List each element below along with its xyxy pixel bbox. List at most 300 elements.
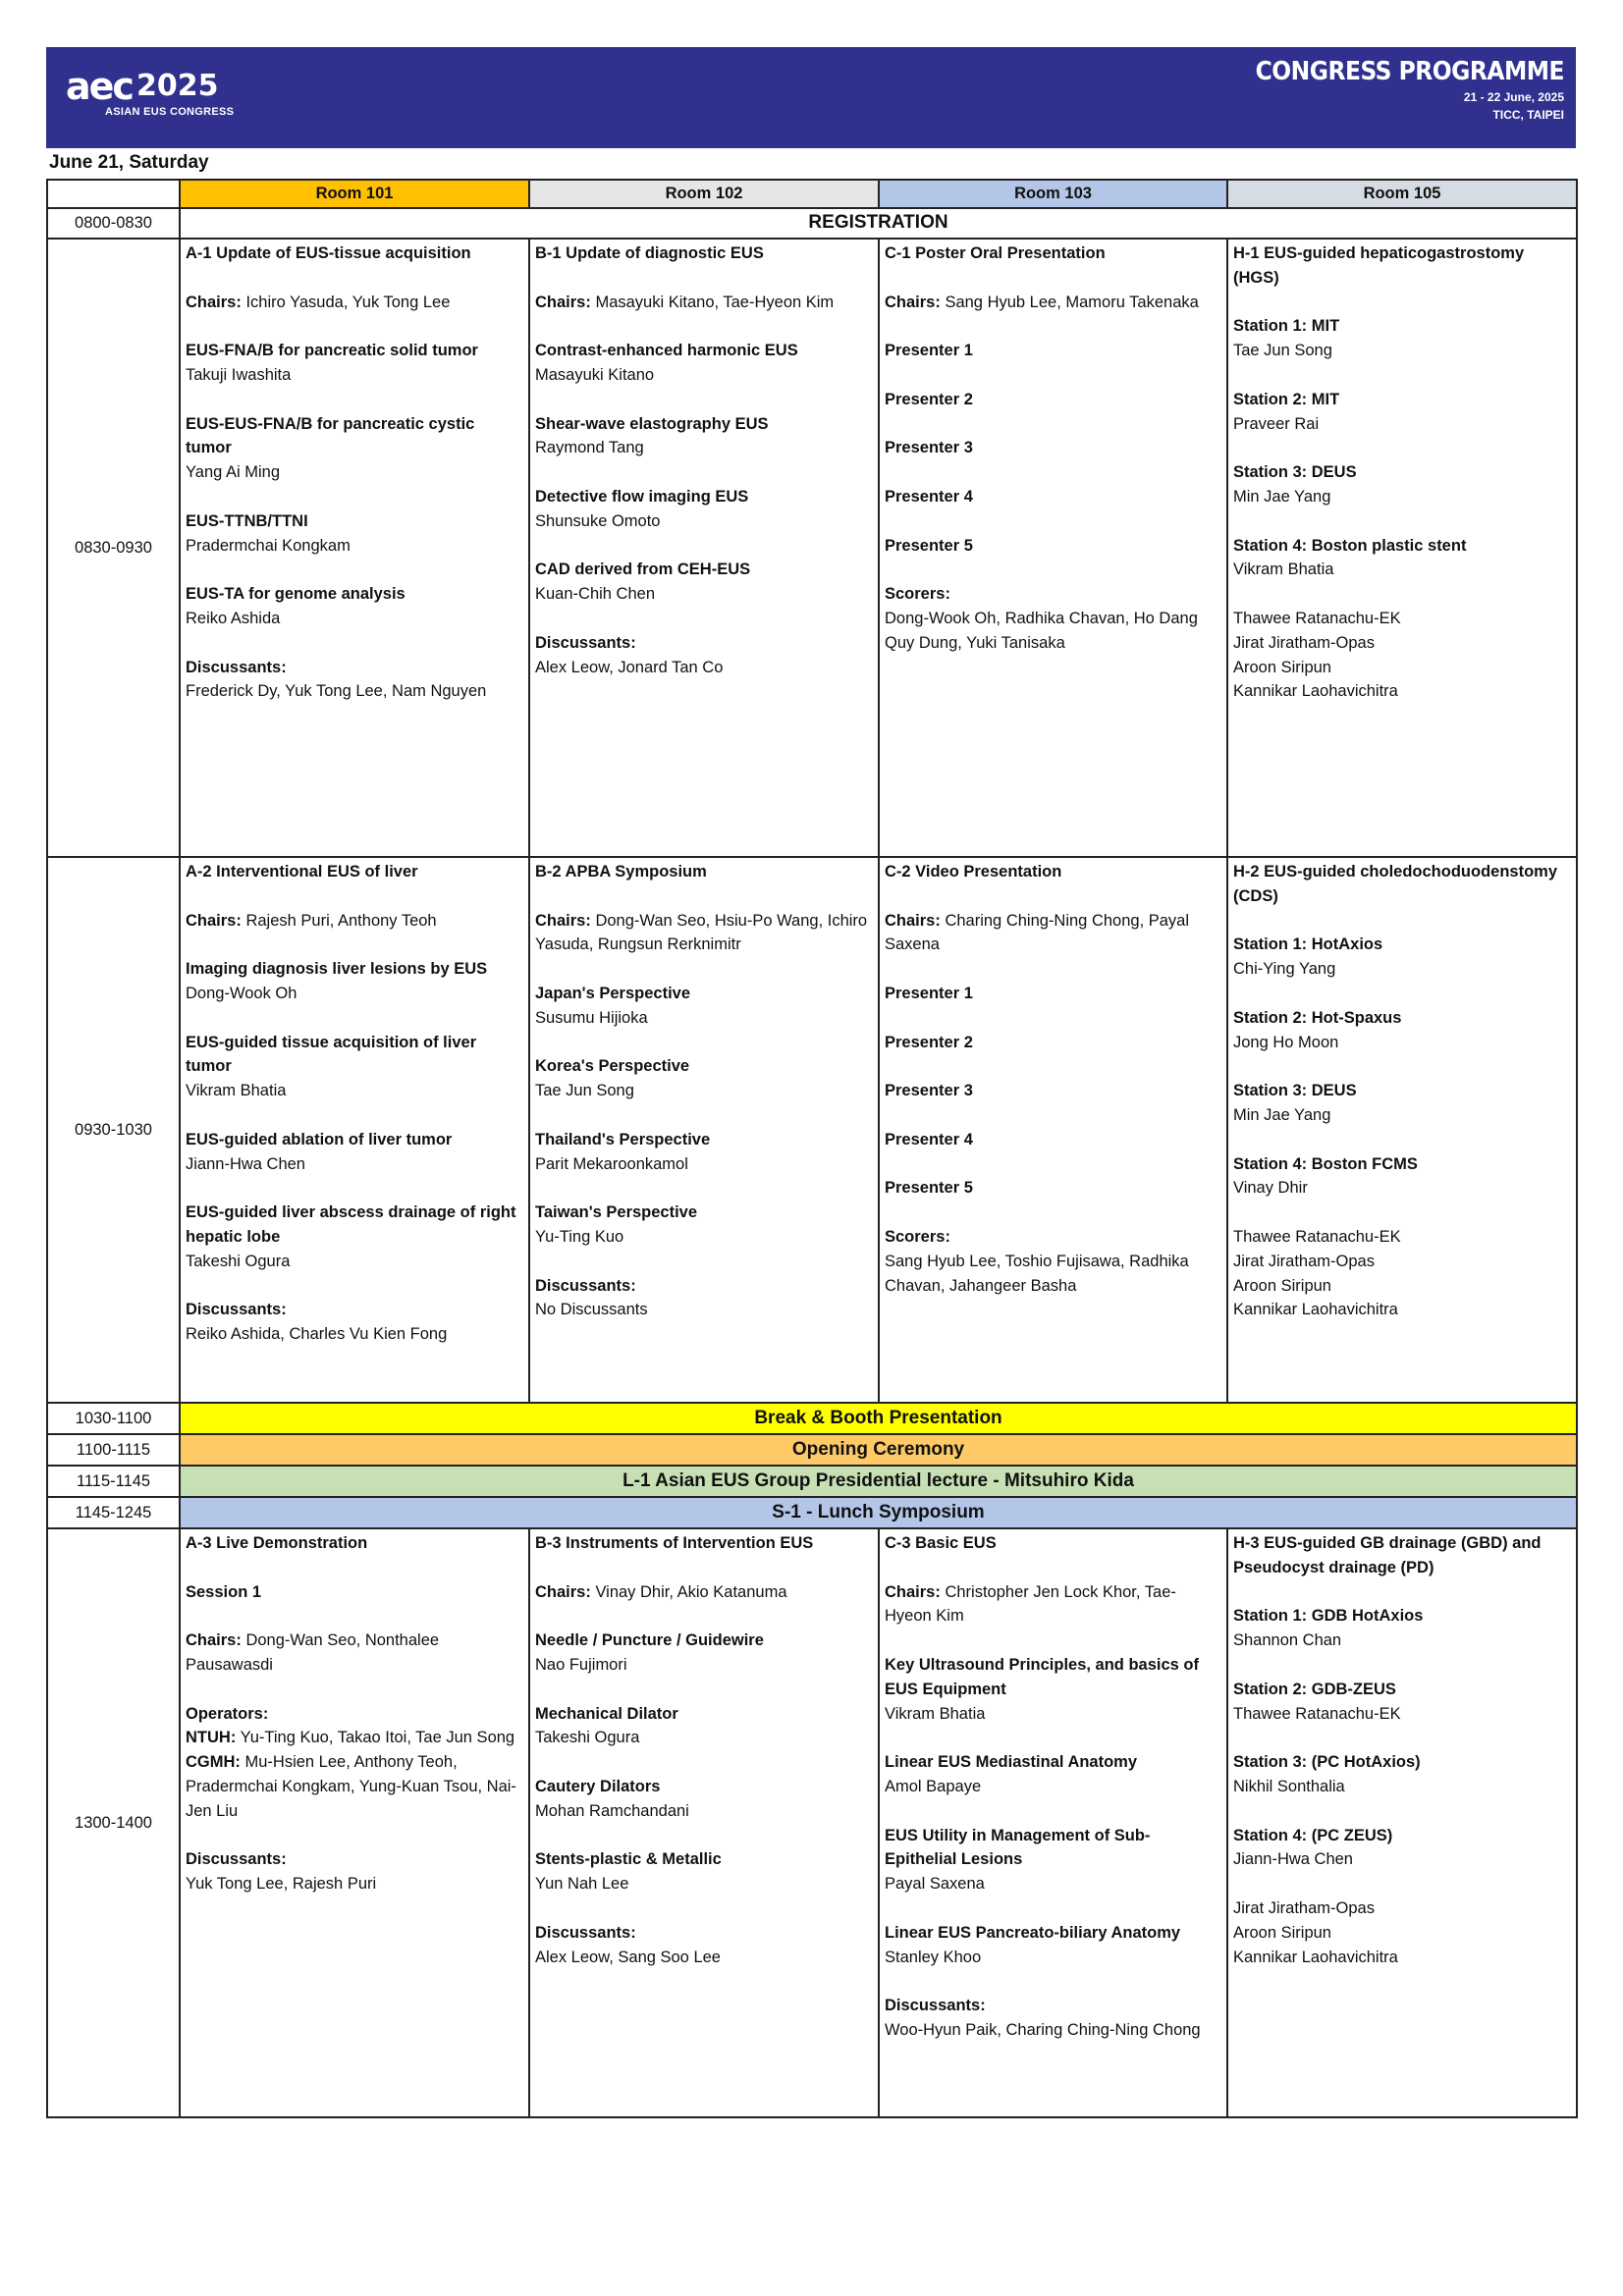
heading-text: Session 1 xyxy=(186,1582,262,1601)
time-cell: 1115-1145 xyxy=(47,1466,180,1497)
spacer xyxy=(535,1750,873,1775)
spacer xyxy=(535,314,873,339)
session-heading xyxy=(885,1225,1221,1250)
speaker-line: Masayuki Kitano xyxy=(535,365,655,384)
labeled-line xyxy=(885,291,1221,315)
labeled-line xyxy=(186,1629,523,1678)
spacer xyxy=(535,607,873,631)
speaker-line: Mohan Ramchandani xyxy=(535,1801,689,1820)
line-label: Chairs: xyxy=(535,911,591,930)
session-cell xyxy=(1227,239,1577,857)
speaker-line: Tae Jun Song xyxy=(1233,342,1332,360)
session-cell xyxy=(879,239,1227,857)
heading-text: EUS-guided tissue acquisition of liver tumor xyxy=(186,1033,477,1076)
line-text: Christopher Jen Lock Khor, Tae-Hyeon Kim xyxy=(885,1582,1176,1626)
speaker-line: Dong-Wook Oh, Radhika Chavan, Ho Dang Quy Dung, Yuki Tanisaka xyxy=(885,609,1198,652)
line-label: Chairs: xyxy=(535,1582,591,1601)
session-cell xyxy=(879,857,1227,1403)
speaker-line: Aroon Siripun xyxy=(1233,1276,1331,1295)
session-heading xyxy=(535,982,873,1006)
spacer xyxy=(885,1006,1221,1031)
heading-text: C-1 Poster Oral Presentation xyxy=(885,244,1106,262)
spacer xyxy=(535,534,873,559)
heading-text: Station 4: Boston plastic stent xyxy=(1233,536,1467,555)
spacer xyxy=(885,1726,1221,1750)
session-heading xyxy=(885,485,1221,509)
spacer xyxy=(186,1824,523,1848)
heading-text: Discussants: xyxy=(186,1850,287,1869)
session-heading xyxy=(885,1176,1221,1201)
session-heading xyxy=(885,1653,1221,1702)
heading-text: Presenter 2 xyxy=(885,1033,973,1051)
speaker-line: Jirat Jiratham-Opas xyxy=(1233,1898,1375,1917)
heading-text: Station 1: GDB HotAxios xyxy=(1233,1607,1424,1626)
session-heading xyxy=(1233,1824,1571,1848)
session-heading xyxy=(885,1531,1221,1556)
speaker-line: Raymond Tang xyxy=(535,439,644,457)
spacer xyxy=(186,485,523,509)
session-heading xyxy=(1233,241,1571,291)
opening-row xyxy=(47,1434,1577,1466)
spacer xyxy=(186,1006,523,1031)
speaker-line: Woo-Hyun Paik, Charing Ching-Ning Chong xyxy=(885,2020,1201,2039)
spacer xyxy=(885,1969,1221,1994)
heading-text: Cautery Dilators xyxy=(535,1777,661,1795)
heading-text: Shear-wave elastography EUS xyxy=(535,414,769,433)
session-cell xyxy=(180,857,529,1403)
spacer xyxy=(535,1556,873,1580)
heading-text: Station 4: Boston FCMS xyxy=(1233,1154,1418,1173)
spacer xyxy=(535,1678,873,1702)
labeled-line xyxy=(535,291,873,315)
speaker-line: Alex Leow, Sang Soo Lee xyxy=(535,1948,721,1966)
spacer xyxy=(535,1824,873,1848)
heading-text: Station 1: MIT xyxy=(1233,317,1340,336)
heading-text: EUS-EUS-FNA/B for pancreatic cystic tumor xyxy=(186,414,475,457)
session-heading xyxy=(186,1031,523,1080)
line-text: Mu-Hsien Lee, Anthony Teoh, Pradermchai Kongkam, Yung-Kuan Tsou, Nai-Jen Liu xyxy=(186,1753,516,1820)
heading-text: Presenter 4 xyxy=(885,1130,973,1148)
labeled-line xyxy=(885,909,1221,958)
line-label: Chairs: xyxy=(186,911,242,930)
session-heading xyxy=(885,1994,1221,2018)
heading-text: Scorers: xyxy=(885,585,950,604)
speaker-line: Min Jae Yang xyxy=(1233,1105,1331,1124)
line-label: Chairs: xyxy=(186,293,242,311)
session-heading xyxy=(535,339,873,363)
session-heading xyxy=(535,860,873,884)
time-cell: 1300-1400 xyxy=(47,1528,180,2117)
heading-text: Discussants: xyxy=(186,658,287,676)
heading-text: A-2 Interventional EUS of liver xyxy=(186,863,418,881)
spacer xyxy=(186,631,523,656)
speaker-line: Takeshi Ogura xyxy=(186,1252,291,1270)
session-cell xyxy=(1227,1528,1577,2117)
session-heading xyxy=(535,1128,873,1152)
spacer xyxy=(1233,1054,1571,1079)
session-cell xyxy=(529,857,879,1403)
speaker-line: Min Jae Yang xyxy=(1233,487,1331,506)
heading-text: Key Ultrasound Principles, and basics of EUS Equipment xyxy=(885,1655,1200,1698)
heading-text: Presenter 5 xyxy=(885,1179,973,1198)
spacer xyxy=(1233,436,1571,460)
session-heading xyxy=(535,1847,873,1872)
spacer xyxy=(186,1274,523,1299)
session-heading xyxy=(186,1298,523,1322)
line-text: Masayuki Kitano, Tae-Hyeon Kim xyxy=(595,293,835,311)
speaker-line: Aroon Siripun xyxy=(1233,1923,1331,1942)
time-cell: 0930-1030 xyxy=(47,857,180,1403)
session-heading xyxy=(885,982,1221,1006)
session-row xyxy=(47,1528,1577,2117)
session-heading xyxy=(535,1921,873,1946)
spacer xyxy=(186,1103,523,1128)
line-text: Sang Hyub Lee, Mamoru Takenaka xyxy=(945,293,1199,311)
heading-text: EUS-TA for genome analysis xyxy=(186,585,406,604)
session-heading xyxy=(885,436,1221,460)
heading-text: EUS-FNA/B for pancreatic solid tumor xyxy=(186,342,478,360)
heading-text: Station 1: HotAxios xyxy=(1233,935,1383,954)
speaker-line: Alex Leow, Jonard Tan Co xyxy=(535,658,724,676)
session-row xyxy=(47,857,1577,1403)
speaker-line: Frederick Dy, Yuk Tong Lee, Nam Nguyen xyxy=(186,682,487,701)
session-heading xyxy=(885,1079,1221,1103)
heading-text: EUS Utility in Management of Sub-Epithelial Lesions xyxy=(885,1826,1151,1869)
session-heading xyxy=(535,1274,873,1299)
spacer xyxy=(1233,1201,1571,1225)
speaker-line: Vikram Bhatia xyxy=(186,1082,287,1100)
line-label: NTUH: xyxy=(186,1729,237,1747)
speaker-line: Kuan-Chih Chen xyxy=(535,585,655,604)
spacer xyxy=(535,957,873,982)
speaker-line: Reiko Ashida xyxy=(186,609,281,627)
heading-text: B-3 Instruments of Intervention EUS xyxy=(535,1534,814,1552)
heading-text: Discussants: xyxy=(535,633,636,652)
labeled-line xyxy=(186,1750,523,1823)
speaker-line: Yu-Ting Kuo xyxy=(535,1227,624,1246)
line-label: Chairs: xyxy=(885,293,941,311)
break-row xyxy=(47,1403,1577,1434)
session-heading xyxy=(1233,388,1571,412)
room-header-row xyxy=(47,180,1577,208)
line-text: Dong-Wan Seo, Nonthalee Pausawasdi xyxy=(186,1631,440,1674)
spacer xyxy=(1233,582,1571,607)
line-text: Vinay Dhir, Akio Katanuma xyxy=(595,1582,787,1601)
spacer xyxy=(885,1152,1221,1177)
heading-text: Imaging diagnosis liver lesions by EUS xyxy=(186,960,488,979)
spacer xyxy=(885,1201,1221,1225)
session-heading xyxy=(1233,1604,1571,1629)
session-heading xyxy=(535,241,873,266)
spacer xyxy=(535,1896,873,1921)
session-heading xyxy=(1233,1152,1571,1177)
heading-text: EUS-guided liver abscess drainage of right hepatic lobe xyxy=(186,1203,516,1246)
spacer xyxy=(885,558,1221,582)
heading-text: CAD derived from CEH-EUS xyxy=(535,561,751,579)
spacer xyxy=(535,1031,873,1055)
session-heading xyxy=(535,1054,873,1079)
spacer xyxy=(1233,1726,1571,1750)
speaker-line: Jiann-Hwa Chen xyxy=(1233,1850,1353,1869)
heading-text: Taiwan's Perspective xyxy=(535,1203,698,1222)
spacer xyxy=(885,363,1221,388)
spacer xyxy=(535,1103,873,1128)
session-heading xyxy=(186,1580,523,1605)
spacer xyxy=(1233,291,1571,315)
spacer xyxy=(885,509,1221,534)
speaker-line: Kannikar Laohavichitra xyxy=(1233,1301,1398,1319)
heading-text: Station 2: Hot-Spaxus xyxy=(1233,1008,1402,1027)
heading-text: Linear EUS Pancreato-biliary Anatomy xyxy=(885,1923,1181,1942)
spacer xyxy=(186,266,523,291)
heading-text: Presenter 5 xyxy=(885,536,973,555)
labeled-line xyxy=(535,1580,873,1605)
spacer xyxy=(1233,1653,1571,1678)
spacer xyxy=(885,1054,1221,1079)
speaker-line: Yun Nah Lee xyxy=(535,1875,629,1894)
heading-text: A-1 Update of EUS-tissue acquisition xyxy=(186,244,471,262)
heading-text: Station 2: GDB-ZEUS xyxy=(1233,1680,1396,1698)
heading-text: Presenter 2 xyxy=(885,390,973,408)
session-cell xyxy=(180,1528,529,2117)
session-heading xyxy=(535,558,873,582)
session-heading xyxy=(885,1921,1221,1946)
heading-text: Presenter 1 xyxy=(885,342,973,360)
day-title: June 21, Saturday xyxy=(49,152,209,173)
spacer xyxy=(885,1556,1221,1580)
heading-text: Operators: xyxy=(186,1704,269,1723)
time-cell: 0830-0930 xyxy=(47,239,180,857)
labeled-line xyxy=(186,291,523,315)
speaker-line: Kannikar Laohavichitra xyxy=(1233,1948,1398,1966)
speaker-line: Amol Bapaye xyxy=(885,1777,982,1795)
session-heading xyxy=(885,388,1221,412)
line-text: Dong-Wan Seo, Hsiu-Po Wang, Ichiro Yasuda, Rungsun Rerknimitr xyxy=(535,911,868,954)
speaker-line: Jiann-Hwa Chen xyxy=(186,1154,305,1173)
heading-text: B-1 Update of diagnostic EUS xyxy=(535,244,764,262)
line-text: Rajesh Puri, Anthony Teoh xyxy=(245,911,437,930)
spacer xyxy=(885,1629,1221,1653)
spacer xyxy=(1233,909,1571,934)
time-cell: 1030-1100 xyxy=(47,1403,180,1434)
session-heading xyxy=(186,1847,523,1872)
spacer xyxy=(186,314,523,339)
lecture-row xyxy=(47,1466,1577,1497)
heading-text: Presenter 3 xyxy=(885,1082,973,1100)
heading-text: Discussants: xyxy=(535,1923,636,1942)
session-cell xyxy=(1227,857,1577,1403)
session-row xyxy=(47,239,1577,857)
session-heading xyxy=(535,485,873,509)
spacer xyxy=(885,1896,1221,1921)
speaker-line: No Discussants xyxy=(535,1301,648,1319)
spacer xyxy=(186,1556,523,1580)
schedule-table xyxy=(46,179,1578,2118)
speaker-line: Chi-Ying Yang xyxy=(1233,960,1336,979)
heading-text: Contrast-enhanced harmonic EUS xyxy=(535,342,798,360)
session-heading xyxy=(186,656,523,680)
heading-text: H-2 EUS-guided choledochoduodenstomy (CDS) xyxy=(1233,863,1558,905)
heading-text: Needle / Puncture / Guidewire xyxy=(535,1631,764,1650)
room-105-header: Room 105 xyxy=(1227,180,1577,208)
symposium-row xyxy=(47,1497,1577,1528)
session-heading xyxy=(885,534,1221,559)
spacer xyxy=(1233,509,1571,534)
heading-text: Presenter 4 xyxy=(885,487,973,506)
programme-venue: TICC, TAIPEI xyxy=(1492,108,1564,122)
session-heading xyxy=(535,1629,873,1653)
congress-logo xyxy=(66,67,234,118)
speaker-line: Kannikar Laohavichitra xyxy=(1233,682,1398,701)
heading-text: Linear EUS Mediastinal Anatomy xyxy=(885,1753,1138,1772)
symposium-label: S-1 - Lunch Symposium xyxy=(180,1497,1577,1528)
speaker-line: Yang Ai Ming xyxy=(186,463,281,482)
speaker-line: Sang Hyub Lee, Toshio Fujisawa, Radhika Chavan, Jahangeer Basha xyxy=(885,1252,1189,1295)
session-heading xyxy=(1233,534,1571,559)
session-heading xyxy=(1233,933,1571,957)
line-label: Chairs: xyxy=(885,911,941,930)
session-heading xyxy=(885,241,1221,266)
spacer xyxy=(535,460,873,485)
session-heading xyxy=(1233,1006,1571,1031)
spacer xyxy=(1233,982,1571,1006)
speaker-line: Jirat Jiratham-Opas xyxy=(1233,633,1375,652)
room-101-header: Room 101 xyxy=(180,180,529,208)
spacer xyxy=(186,884,523,909)
time-cell: 1100-1115 xyxy=(47,1434,180,1466)
line-label: CGMH: xyxy=(186,1753,241,1772)
session-heading xyxy=(186,1128,523,1152)
break-label: Break & Booth Presentation xyxy=(180,1403,1577,1434)
heading-text: Korea's Perspective xyxy=(535,1057,690,1076)
heading-text: H-1 EUS-guided hepaticogastrostomy (HGS) xyxy=(1233,244,1525,287)
heading-text: Thailand's Perspective xyxy=(535,1130,711,1148)
speaker-line: Takuji Iwashita xyxy=(186,365,292,384)
registration-row xyxy=(47,208,1577,239)
session-heading xyxy=(186,241,523,266)
heading-text: A-3 Live Demonstration xyxy=(186,1534,368,1552)
session-heading xyxy=(535,1201,873,1225)
session-heading xyxy=(186,1702,523,1727)
session-heading xyxy=(885,1031,1221,1055)
spacer xyxy=(885,266,1221,291)
spacer xyxy=(1233,1580,1571,1605)
spacer xyxy=(186,1604,523,1629)
speaker-line: Shannon Chan xyxy=(1233,1631,1342,1650)
session-heading xyxy=(1233,460,1571,485)
spacer xyxy=(885,884,1221,909)
speaker-line: Pradermchai Kongkam xyxy=(186,536,351,555)
heading-text: EUS-TTNB/TTNI xyxy=(186,511,308,530)
speaker-line: Jirat Jiratham-Opas xyxy=(1233,1252,1375,1270)
session-heading xyxy=(535,1531,873,1556)
room-103-header: Room 103 xyxy=(879,180,1227,208)
programme-title: CONGRESS PROGRAMME xyxy=(1255,57,1564,86)
session-heading xyxy=(1233,1079,1571,1103)
spacer xyxy=(885,1103,1221,1128)
labeled-line xyxy=(186,909,523,934)
spacer xyxy=(885,1799,1221,1824)
heading-text: Stents-plastic & Metallic xyxy=(535,1850,722,1869)
spacer xyxy=(535,1176,873,1201)
heading-text: Japan's Perspective xyxy=(535,984,691,1002)
speaker-line: Praveer Rai xyxy=(1233,414,1320,433)
programme-info xyxy=(1256,57,1564,122)
spacer xyxy=(186,1678,523,1702)
session-heading xyxy=(186,339,523,363)
session-heading xyxy=(535,412,873,437)
line-label: Chairs: xyxy=(885,1582,941,1601)
session-heading xyxy=(535,631,873,656)
heading-text: Station 3: (PC HotAxios) xyxy=(1233,1753,1421,1772)
speaker-line: Aroon Siripun xyxy=(1233,658,1331,676)
lecture-label: L-1 Asian EUS Group Presidential lecture - Mitsuhiro Kida xyxy=(180,1466,1577,1497)
logo-subtitle: ASIAN EUS CONGRESS xyxy=(105,106,235,118)
spacer xyxy=(885,314,1221,339)
heading-text: Station 4: (PC ZEUS) xyxy=(1233,1826,1393,1844)
speaker-line: Thawee Ratanachu-EK xyxy=(1233,609,1401,627)
spacer xyxy=(535,388,873,412)
spacer xyxy=(885,412,1221,437)
heading-text: Scorers: xyxy=(885,1227,950,1246)
line-label: Chairs: xyxy=(535,293,591,311)
spacer xyxy=(186,933,523,957)
spacer xyxy=(535,1604,873,1629)
speaker-line: Vikram Bhatia xyxy=(1233,561,1334,579)
speaker-line: Tae Jun Song xyxy=(535,1082,634,1100)
session-heading xyxy=(535,1702,873,1727)
time-cell: 0800-0830 xyxy=(47,208,180,239)
speaker-line: Parit Mekaroonkamol xyxy=(535,1154,688,1173)
session-heading xyxy=(186,509,523,534)
spacer xyxy=(186,558,523,582)
session-heading xyxy=(1233,1678,1571,1702)
session-heading xyxy=(1233,1531,1571,1580)
speaker-line: Shunsuke Omoto xyxy=(535,511,661,530)
room-102-header: Room 102 xyxy=(529,180,879,208)
speaker-line: Takeshi Ogura xyxy=(535,1729,640,1747)
session-heading xyxy=(535,1775,873,1799)
session-heading xyxy=(186,1201,523,1250)
speaker-line: Thawee Ratanachu-EK xyxy=(1233,1704,1401,1723)
session-heading xyxy=(1233,860,1571,909)
spacer xyxy=(885,957,1221,982)
spacer xyxy=(885,460,1221,485)
heading-text: Presenter 3 xyxy=(885,439,973,457)
spacer xyxy=(535,884,873,909)
session-heading xyxy=(186,860,523,884)
heading-text: Station 2: MIT xyxy=(1233,390,1340,408)
heading-text: Discussants: xyxy=(186,1301,287,1319)
session-cell xyxy=(529,239,879,857)
heading-text: H-3 EUS-guided GB drainage (GBD) and Pseudocyst drainage (PD) xyxy=(1233,1534,1542,1576)
speaker-line: Yuk Tong Lee, Rajesh Puri xyxy=(186,1875,377,1894)
registration-label: REGISTRATION xyxy=(180,208,1577,239)
session-heading xyxy=(885,1824,1221,1873)
session-heading xyxy=(885,860,1221,884)
speaker-line: Stanley Khoo xyxy=(885,1948,982,1966)
session-heading xyxy=(186,957,523,982)
speaker-line: Vinay Dhir xyxy=(1233,1179,1308,1198)
labeled-line xyxy=(535,909,873,958)
speaker-line: Payal Saxena xyxy=(885,1875,985,1894)
session-heading xyxy=(1233,314,1571,339)
heading-text: B-2 APBA Symposium xyxy=(535,863,707,881)
session-heading xyxy=(186,412,523,461)
spacer xyxy=(1233,1872,1571,1896)
spacer xyxy=(1233,1128,1571,1152)
heading-text: Detective flow imaging EUS xyxy=(535,487,749,506)
